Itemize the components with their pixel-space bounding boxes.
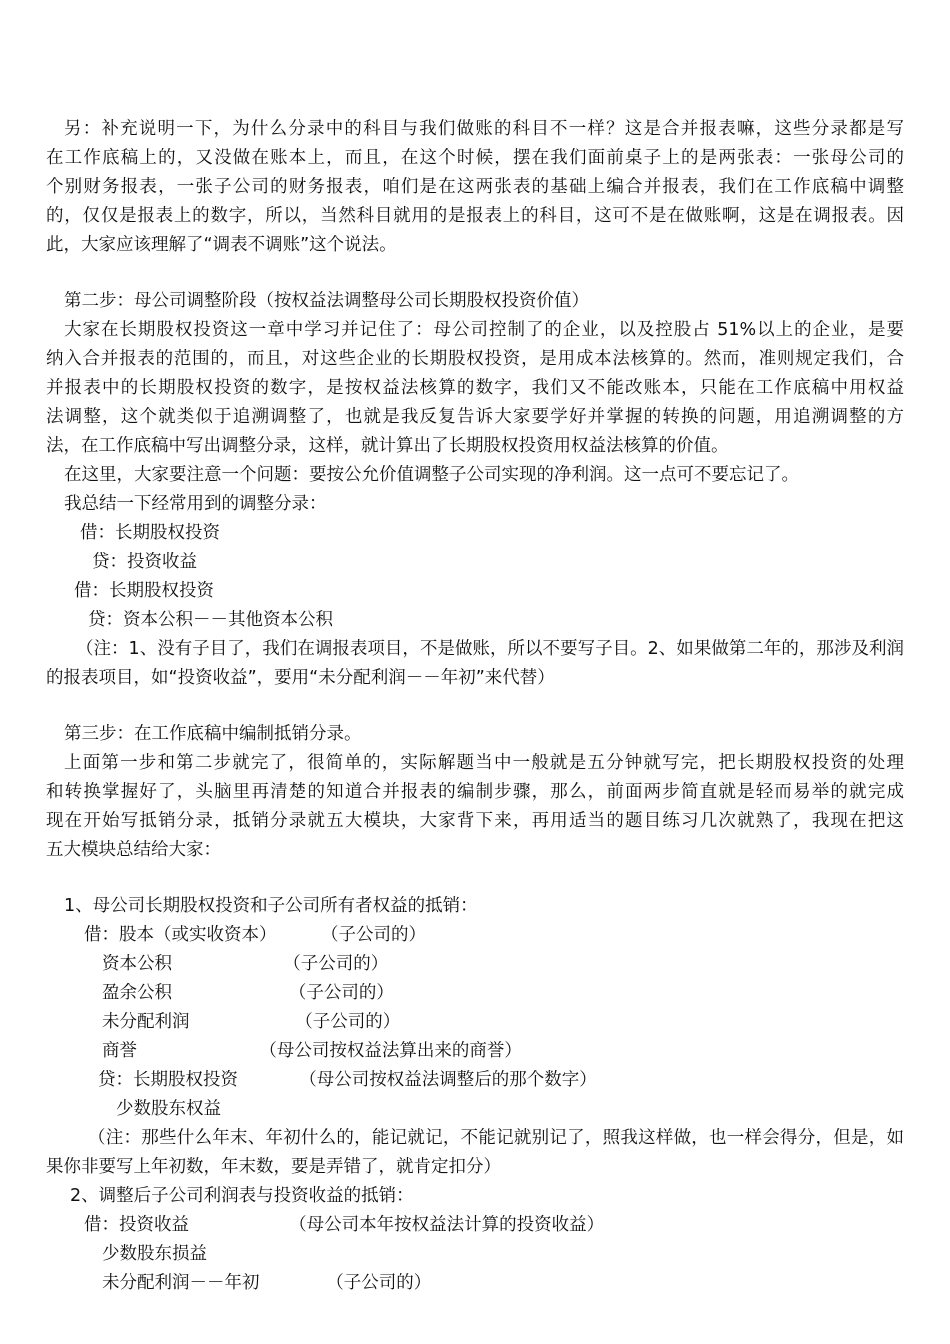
text-line: 法，在工作底稿中写出调整分录，这样，就计算出了长期股权投资用权益法核算的价值。 — [46, 436, 729, 456]
text-line: 另：补充说明一下，为什么分录中的科目与我们做账的科目不一样？这是合并报表嘛，这些分录都是写 — [64, 119, 904, 139]
text-line: 法调整，这个就类似于追溯调整了，也就是我反复告诉大家要学好并掌握的转换的问题，用追溯调整的方 — [46, 407, 904, 427]
text-line: 第二步：母公司调整阶段（按权益法调整母公司长期股权投资价值） — [64, 291, 589, 311]
text-line: 个别财务报表，一张子公司的财务报表，咱们是在这两张表的基础上编合并报表，我们在工作底稿中调整 — [46, 177, 904, 197]
text-line: 第三步：在工作底稿中编制抵销分录。 — [64, 724, 362, 744]
text-line: 未分配利润 （子公司的） — [102, 1012, 401, 1032]
text-line: （注：那些什么年末、年初什么的，能记就记，不能记就别记了，照我这样做，也一样会得分，但是，如 — [88, 1128, 904, 1148]
text-line: 大家在长期股权投资这一章中学习并记住了：母公司控制了的企业，以及控股占 51%以上的企业，是要 — [64, 320, 904, 340]
text-line: 和转换掌握好了，头脑里再清楚的知道合并报表的编制步骤，那么，前面两步简直就是轻而易举的就完成 — [46, 782, 904, 802]
text-line: 我总结一下经常用到的调整分录： — [64, 494, 327, 514]
text-line: 此，大家应该理解了“调表不调账”这个说法。 — [46, 235, 397, 255]
text-line: 1、母公司长期股权投资和子公司所有者权益的抵销： — [64, 896, 478, 916]
text-line: 五大模块总结给大家： — [46, 840, 221, 860]
text-line: 贷：投资收益 — [92, 552, 197, 572]
text-line: 的报表项目，如“投资收益”，要用“未分配利润－－年初”来代替） — [46, 668, 555, 688]
text-line: 少数股东权益 — [116, 1099, 221, 1119]
text-line: 2、调整后子公司利润表与投资收益的抵销： — [70, 1186, 414, 1206]
text-line: 借：长期股权投资 — [74, 581, 214, 601]
text-line: 借：长期股权投资 — [80, 523, 220, 543]
text-line: 借：投资收益 （母公司本年按权益法计算的投资收益） — [84, 1215, 605, 1235]
text-line: 在工作底稿上的，又没做在账本上，而且，在这个时候，摆在我们面前桌子上的是两张表：一张母公司的 — [46, 148, 904, 168]
text-line: 上面第一步和第二步就完了，很简单的，实际解题当中一般就是五分钟就写完，把长期股权投资的处理 — [64, 753, 904, 773]
text-line: 未分配利润－－年初 （子公司的） — [102, 1273, 432, 1293]
text-line: 贷：资本公积－－其他资本公积 — [88, 610, 333, 630]
text-line: 盈余公积 （子公司的） — [102, 983, 394, 1003]
text-line: 果你非要写上年初数，年末数，要是弄错了，就肯定扣分） — [46, 1157, 501, 1177]
text-line: （注：1、没有子目了，我们在调报表项目，不是做账，所以不要写子目。2、如果做第二年的，那涉及利润 — [76, 639, 904, 659]
text-line: 现在开始写抵销分录，抵销分录就五大模块，大家背下来，再用适当的题目练习几次就熟了，我现在把这 — [46, 811, 904, 831]
text-line: 借：股本（或实收资本） （子公司的） — [84, 925, 427, 945]
text-line: 在这里，大家要注意一个问题：要按公允价值调整子公司实现的净利润。这一点可不要忘记了。 — [64, 465, 799, 485]
text-line: 贷：长期股权投资 （母公司按权益法调整后的那个数字） — [98, 1070, 597, 1090]
text-line: 的，仅仅是报表上的数字，所以，当然科目就用的是报表上的科目，这可不是在做账啊，这是在调报表。因 — [46, 206, 904, 226]
text-line: 纳入合并报表的范围的，而且，对这些企业的长期股权投资，是用成本法核算的。然而，准则规定我们，合 — [46, 349, 904, 369]
text-line: 资本公积 （子公司的） — [102, 954, 389, 974]
text-line: 少数股东损益 — [102, 1244, 207, 1264]
text-line: 商誉 （母公司按权益法算出来的商誉） — [102, 1041, 522, 1061]
text-line: 并报表中的长期股权投资的数字，是按权益法核算的数字，我们又不能改账本，只能在工作底稿中用权益 — [46, 378, 904, 398]
